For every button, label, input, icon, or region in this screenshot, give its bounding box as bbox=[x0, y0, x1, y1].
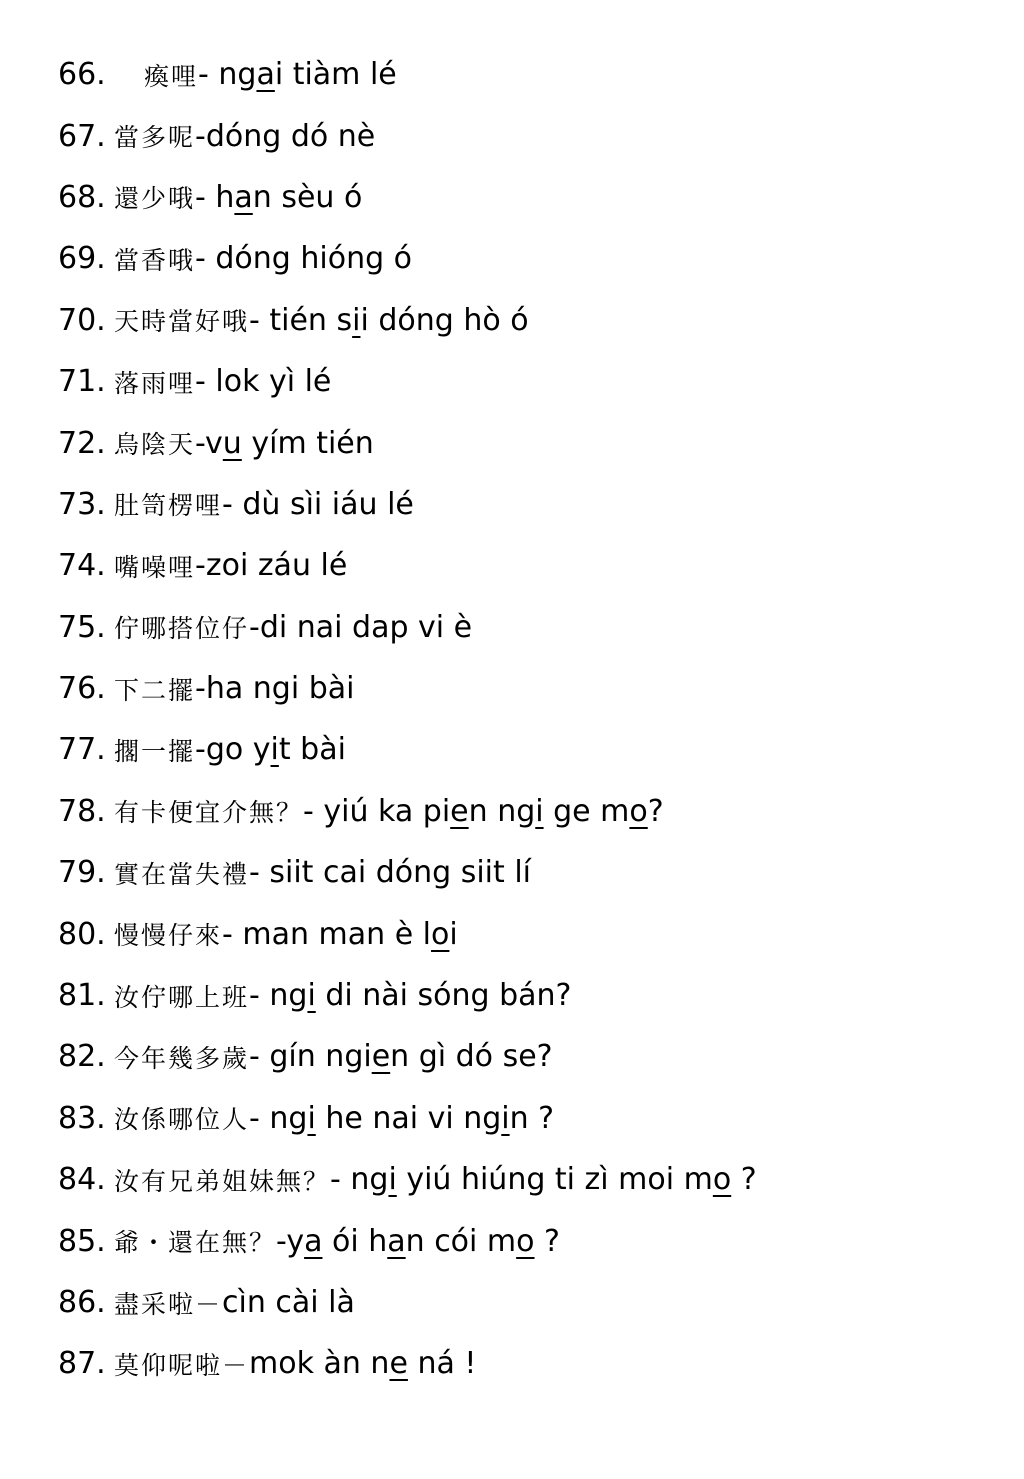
entry-number: 79. bbox=[58, 855, 106, 891]
chinese-phrase: 落雨哩 bbox=[114, 368, 196, 398]
chinese-phrase: 烏陰天 bbox=[114, 430, 196, 460]
phrase-entry bbox=[58, 535, 757, 596]
underlined-vowel: o bbox=[712, 1162, 732, 1198]
romanization: - yiú ka pien ngi ge mo? bbox=[303, 793, 664, 829]
entry-number: 87. bbox=[58, 1346, 106, 1382]
phrase-entry bbox=[58, 105, 757, 166]
underlined-vowel: o bbox=[516, 1223, 535, 1259]
romanization: - ngi he nai vi ngin ? bbox=[249, 1100, 555, 1136]
phrase-entry bbox=[58, 412, 757, 473]
entry-number: 72. bbox=[58, 425, 106, 461]
romanization: -ya ói han cói mo ? bbox=[276, 1223, 560, 1259]
chinese-phrase: 擱一擺 bbox=[114, 736, 196, 766]
romanization: - gín ngien gì dó se? bbox=[249, 1039, 553, 1075]
underlined-vowel: i bbox=[388, 1162, 397, 1198]
romanization: - ngi yiú hiúng ti zì moi mo ? bbox=[330, 1162, 757, 1198]
chinese-phrase: 還少哦 bbox=[114, 184, 196, 214]
romanization: -dóng dó nè bbox=[195, 118, 376, 154]
chinese-phrase: 嘴噪哩 bbox=[114, 552, 196, 582]
chinese-phrase: 汝佇哪上班 bbox=[114, 982, 250, 1012]
romanization: -vu yím tién bbox=[195, 425, 374, 461]
entry-number: 70. bbox=[58, 302, 106, 338]
underlined-vowel: a bbox=[234, 179, 253, 215]
entry-number: 67. bbox=[58, 118, 106, 154]
underlined-vowel: i bbox=[307, 978, 316, 1014]
romanization: -zoi záu lé bbox=[195, 548, 348, 584]
romanization: - dù sìi iáu lé bbox=[222, 486, 414, 522]
romanization: - lok yì lé bbox=[195, 364, 332, 400]
romanization: cìn cài là bbox=[222, 1285, 355, 1320]
phrase-entry bbox=[58, 965, 757, 1026]
entry-number: 69. bbox=[58, 241, 106, 277]
entry-number: 80. bbox=[58, 916, 106, 952]
phrase-entry bbox=[58, 1088, 757, 1149]
chinese-phrase: 當多呢 bbox=[114, 123, 196, 153]
underlined-vowel: a bbox=[387, 1223, 406, 1259]
chinese-phrase: 盡采啦－ bbox=[114, 1289, 223, 1319]
romanization: -ha ngi bài bbox=[195, 671, 355, 707]
phrase-entry bbox=[58, 719, 757, 780]
underlined-vowel: e bbox=[389, 1346, 408, 1382]
underlined-vowel: i bbox=[307, 1100, 316, 1136]
chinese-phrase: 當香哦 bbox=[114, 245, 196, 275]
phrase-entry bbox=[58, 903, 757, 964]
phrase-entry bbox=[58, 228, 757, 289]
phrase-entry bbox=[58, 1149, 757, 1210]
underlined-vowel: a bbox=[304, 1223, 323, 1259]
phrase-entry bbox=[58, 167, 757, 228]
romanization: - ngai tiàm lé bbox=[198, 57, 397, 93]
phrase-entry bbox=[58, 597, 757, 658]
underlined-vowel: u bbox=[222, 425, 242, 461]
chinese-phrase: 今年幾多歲 bbox=[114, 1043, 250, 1073]
romanization: - han sèu ó bbox=[195, 179, 363, 215]
romanization: - siit cai dóng siit lí bbox=[249, 855, 531, 891]
phrase-entry bbox=[58, 351, 757, 412]
chinese-phrase: 肚笥楞哩 bbox=[114, 491, 223, 521]
romanization: -di nai dap vi è bbox=[249, 609, 473, 645]
chinese-phrase: 爺・還在無？ bbox=[114, 1228, 277, 1258]
chinese-phrase: 天時當好哦 bbox=[114, 307, 250, 337]
entry-number: 66. bbox=[58, 57, 106, 93]
chinese-phrase: 汝係哪位人 bbox=[114, 1105, 250, 1135]
chinese-phrase: 莫仰呢啦－ bbox=[114, 1350, 250, 1380]
phrase-entry bbox=[58, 290, 757, 351]
entry-number: 73. bbox=[58, 486, 106, 522]
chinese-phrase: 佇哪搭位仔 bbox=[114, 614, 250, 644]
phrase-entry bbox=[58, 1210, 757, 1271]
chinese-phrase: 瘓哩 bbox=[144, 61, 199, 91]
phrase-entry bbox=[58, 44, 757, 105]
entry-number: 85. bbox=[58, 1223, 106, 1259]
phrase-entry bbox=[58, 842, 757, 903]
chinese-phrase: 慢慢仔來 bbox=[114, 921, 223, 951]
entry-number: 68. bbox=[58, 179, 106, 215]
phrase-list bbox=[58, 44, 757, 1395]
entry-number: 71. bbox=[58, 364, 106, 400]
underlined-vowel: e bbox=[371, 1039, 391, 1075]
phrase-entry bbox=[58, 1026, 757, 1087]
romanization: - tién sii dóng hò ó bbox=[249, 302, 529, 338]
entry-number: 76. bbox=[58, 671, 106, 707]
underlined-vowel: i bbox=[270, 732, 279, 768]
underlined-vowel: e bbox=[450, 793, 469, 829]
entry-number: 74. bbox=[58, 548, 106, 584]
entry-number: 75. bbox=[58, 609, 106, 645]
chinese-phrase: 實在當失禮 bbox=[114, 859, 250, 889]
chinese-phrase: 有卡便宜介無？ bbox=[114, 798, 304, 828]
underlined-vowel: o bbox=[629, 793, 648, 829]
romanization: - dóng hióng ó bbox=[195, 241, 413, 277]
underlined-vowel: i bbox=[352, 302, 361, 338]
chinese-phrase: 下二擺 bbox=[114, 675, 196, 705]
phrase-entry bbox=[58, 781, 757, 842]
underlined-vowel: a bbox=[256, 57, 275, 93]
romanization: -go yit bài bbox=[195, 732, 346, 768]
phrase-entry bbox=[58, 1333, 757, 1394]
phrase-entry bbox=[58, 1272, 757, 1333]
underlined-vowel: i bbox=[535, 793, 544, 829]
entry-number: 78. bbox=[58, 793, 106, 829]
chinese-phrase: 汝有兄弟姐妹無？ bbox=[114, 1166, 331, 1196]
underlined-vowel: i bbox=[501, 1100, 510, 1136]
entry-number: 86. bbox=[58, 1285, 106, 1320]
entry-number: 77. bbox=[58, 732, 106, 768]
entry-number: 84. bbox=[58, 1162, 106, 1198]
entry-number: 83. bbox=[58, 1100, 106, 1136]
romanization: - ngi di nài sóng bán? bbox=[249, 978, 572, 1014]
phrase-entry bbox=[58, 474, 757, 535]
romanization: mok àn ne ná ! bbox=[249, 1346, 477, 1382]
phrase-entry bbox=[58, 658, 757, 719]
entry-number: 81. bbox=[58, 978, 106, 1014]
underlined-vowel: o bbox=[431, 916, 450, 952]
romanization: - man man è loi bbox=[222, 916, 458, 952]
entry-number: 82. bbox=[58, 1039, 106, 1075]
